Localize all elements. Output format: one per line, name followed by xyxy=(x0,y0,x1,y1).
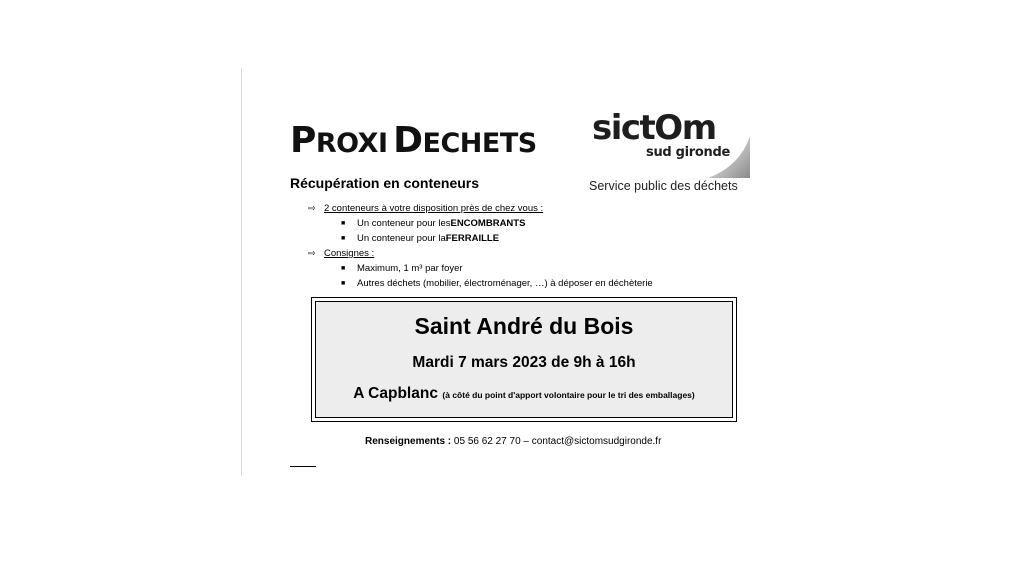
contact-details: 05 56 62 27 70 – contact@sictomsudgironde.fr xyxy=(451,436,662,447)
title-initial-2: D xyxy=(393,120,423,161)
document-subtitle: Récupération en conteneurs xyxy=(290,175,480,191)
square-bullet-icon: ■ xyxy=(341,235,346,242)
event-location: Saint André du Bois xyxy=(414,313,634,339)
square-bullet-icon: ■ xyxy=(341,220,346,227)
arrow-right-icon: ⇨ xyxy=(308,248,316,258)
contact-info xyxy=(365,436,661,447)
info-list xyxy=(308,201,653,291)
list-item xyxy=(308,276,653,291)
event-date: Mardi 7 mars 2023 de 9h à 16h xyxy=(412,354,636,371)
list-item-bold: ENCOMBRANTS xyxy=(450,218,526,229)
list-item xyxy=(308,231,653,246)
section-2-label: Consignes : xyxy=(324,248,375,259)
sictom-logo xyxy=(584,108,754,198)
arrow-right-icon: ⇨ xyxy=(308,203,316,213)
list-item-text: Autres déchets (mobilier, électroménager, …) à déposer en déchèterie xyxy=(357,278,653,289)
logo-subtitle: sud gironde xyxy=(646,145,731,160)
logo-tagline: Service public des déchets xyxy=(589,179,738,193)
square-bullet-icon: ■ xyxy=(341,265,346,272)
list-item xyxy=(308,261,653,276)
event-place xyxy=(316,385,732,403)
list-section-2 xyxy=(308,246,653,261)
page-edge xyxy=(241,68,242,476)
event-place-name: A Capblanc xyxy=(353,385,438,402)
logo-wordmark: sictOm xyxy=(592,108,716,148)
list-item xyxy=(308,216,653,231)
contact-label: Renseignements : xyxy=(365,436,452,447)
event-place-note: (à côté du point d'apport volontaire pour le tri des emballages) xyxy=(442,390,695,400)
event-box xyxy=(311,297,737,422)
list-item-bold: FERRAILLE xyxy=(445,233,500,244)
list-section-1 xyxy=(308,201,653,216)
footer-rule xyxy=(290,466,316,467)
title-initial-1: P xyxy=(290,120,316,161)
list-item-text: Maximum, 1 m³ par foyer xyxy=(357,263,463,274)
square-bullet-icon: ■ xyxy=(341,280,346,287)
list-item-prefix: Un conteneur pour la xyxy=(357,233,446,244)
section-1-label: 2 conteneurs à votre disposition près de chez vous : xyxy=(324,203,544,214)
list-item-prefix: Un conteneur pour les xyxy=(357,218,451,229)
document-title xyxy=(290,120,537,161)
title-rest-2: ECHETS xyxy=(422,128,537,159)
event-box-inner xyxy=(315,301,733,418)
title-rest-1: ROXI xyxy=(315,128,388,159)
